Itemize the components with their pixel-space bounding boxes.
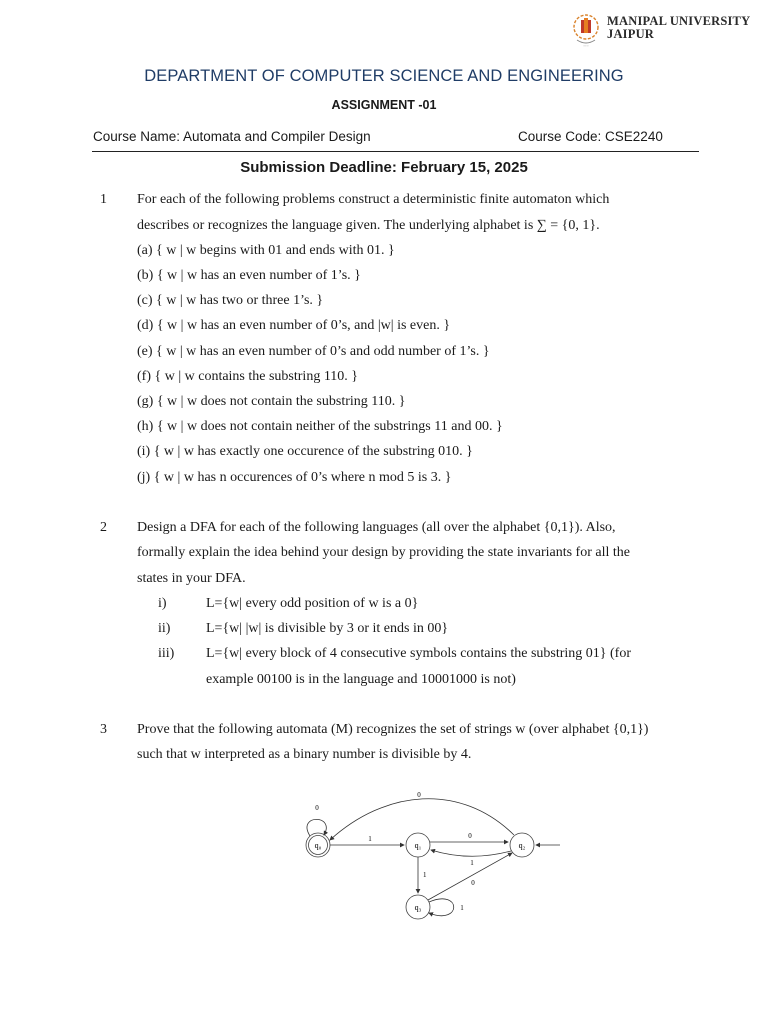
edge-q2-q1-label: 1	[470, 859, 474, 867]
edge-q0-self-label: 0	[315, 804, 319, 812]
question-2-item-1-numeral: i)	[158, 596, 167, 611]
course-name: Course Name: Automata and Compiler Design	[93, 129, 371, 144]
edge-q2-q1	[431, 850, 511, 856]
header-divider	[92, 151, 699, 152]
assignment-title: ASSIGNMENT -01	[331, 98, 437, 112]
question-1-item-f: (f) { w | w contains the substring 110. }	[137, 369, 359, 384]
question-1-intro-line2: describes or recognizes the language given. The underlying alphabet is ∑ = {0, 1}.	[137, 218, 600, 233]
university-logo	[571, 12, 756, 52]
state-q2-label: q₂	[518, 841, 526, 850]
question-1-item-c: (c) { w | w has two or three 1’s. }	[137, 293, 324, 308]
department-title: DEPARTMENT OF COMPUTER SCIENCE AND ENGINEERING	[144, 67, 624, 85]
question-2-item-2-text: L={w| |w| is divisible by 3 or it ends in 00}	[206, 621, 449, 636]
question-3-line1: Prove that the following automata (M) recognizes the set of strings w (over alphabet {0,1})	[137, 722, 649, 737]
dfa-diagram	[290, 780, 580, 930]
question-2-item-2-numeral: ii)	[158, 621, 171, 636]
question-2-intro-line1: Design a DFA for each of the following languages (all over the alphabet {0,1}). Also,	[137, 520, 616, 535]
question-1-item-i: (i) { w | w has exactly one occurence of the substring 010. }	[137, 444, 473, 459]
question-1-item-b: (b) { w | w has an even number of 1’s. }	[137, 268, 361, 283]
university-name-line1: MANIPAL UNIVERSITY	[607, 14, 751, 28]
state-q3	[406, 895, 430, 919]
question-3-number: 3	[100, 722, 107, 737]
state-q0	[306, 833, 330, 857]
question-2-number: 2	[100, 520, 107, 535]
question-1-item-a: (a) { w | w begins with 01 and ends with 01. }	[137, 243, 395, 258]
question-2-item-3-numeral: iii)	[158, 646, 175, 661]
edge-q3-self-label: 1	[460, 904, 464, 912]
svg-text:• • •: • • •	[583, 44, 589, 48]
question-2-intro-line2: formally explain the idea behind your design by providing the state invariants for all the	[137, 545, 630, 560]
state-q2	[510, 833, 534, 857]
question-2-item-1-text: L={w| every odd position of w is a 0}	[206, 596, 419, 611]
question-2-item-3-text: L={w| every block of 4 consecutive symbols contains the substring 01} (for	[206, 646, 631, 661]
question-1-item-e: (e) { w | w has an even number of 0’s and odd number of 1’s. }	[137, 344, 490, 359]
university-emblem-icon	[571, 12, 605, 50]
question-1-intro-line1: For each of the following problems construct a deterministic finite automaton which	[137, 192, 610, 207]
submission-deadline: Submission Deadline: February 15, 2025	[240, 159, 528, 176]
edge-q3-q2-label: 0	[471, 879, 475, 887]
question-1-item-h: (h) { w | w does not contain neither of the substrings 11 and 00. }	[137, 419, 503, 434]
state-q1	[406, 833, 430, 857]
university-name-line2: JAIPUR	[607, 27, 655, 41]
question-1-item-j: (j) { w | w has n occurences of 0’s where n mod 5 is 3. }	[137, 470, 452, 485]
question-1-number: 1	[100, 192, 107, 207]
university-name	[607, 15, 750, 41]
state-q0-label: q₀	[314, 841, 322, 850]
edge-q2-q0-label: 0	[417, 791, 421, 799]
edge-q3-self	[429, 899, 454, 916]
question-1-item-g: (g) { w | w does not contain the substring 110. }	[137, 394, 406, 409]
question-1-item-d: (d) { w | w has an even number of 0’s, and |w| is even. }	[137, 318, 451, 333]
question-2-intro-line3: states in your DFA.	[137, 571, 246, 586]
question-2-item-3-continuation: example 00100 is in the language and 10001000 is not)	[206, 672, 516, 687]
edge-q1-q2-label: 0	[468, 832, 472, 840]
question-3-line2: such that w interpreted as a binary number is divisible by 4.	[137, 747, 472, 762]
state-q3-label: q₃	[414, 903, 422, 912]
edge-q0-q1-label: 1	[368, 835, 372, 843]
edge-q1-q3-label: 1	[423, 871, 427, 879]
state-q1-label: q₁	[414, 841, 422, 850]
course-code: Course Code: CSE2240	[518, 129, 663, 144]
